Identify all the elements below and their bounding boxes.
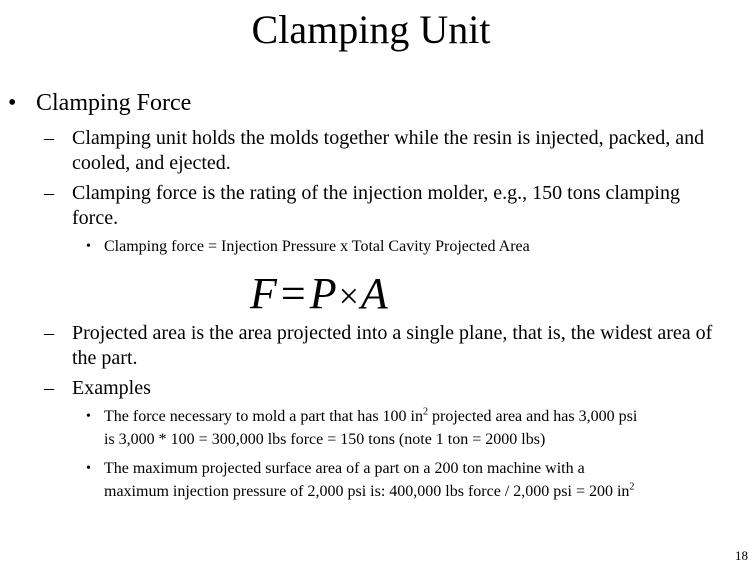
formula-equation: [250, 268, 388, 322]
dash-marker: –: [44, 127, 54, 149]
sub-bullet-text: Examples: [72, 377, 151, 399]
dash-marker: –: [44, 377, 54, 399]
sub-bullet-line: force.: [72, 207, 119, 229]
formula-area: A: [360, 269, 388, 318]
sub-bullet-line: the part.: [72, 347, 138, 369]
example-line: maximum injection pressure of 2,000 psi is: 400,000 lbs force / 2,000 psi = 200 in: [104, 483, 630, 500]
formula-times: ×: [338, 276, 359, 316]
dash-marker: –: [44, 322, 54, 344]
point-text: Clamping force = Injection Pressure x Total Cavity Projected Area: [104, 238, 530, 255]
bullet-marker: •: [8, 90, 17, 116]
sub-bullet-line: cooled, and ejected.: [72, 152, 231, 174]
sub-bullet-line: Clamping force is the rating of the injection molder, e.g., 150 tons clamping: [72, 182, 680, 204]
superscript: 2: [629, 481, 635, 493]
page-number: 18: [735, 548, 748, 563]
formula-force: F: [250, 269, 277, 318]
sub-bullet-line: Clamping unit holds the molds together while the resin is injected, packed, and: [72, 127, 705, 149]
example-line: projected area and has 3,000 psi: [428, 408, 638, 425]
superscript: 2: [423, 406, 428, 418]
bullet-marker: •: [86, 461, 91, 476]
slide-title: Clamping Unit: [251, 7, 491, 52]
example-line: The maximum projected surface area of a part on a 200 ton machine with a: [104, 460, 585, 477]
dash-marker: –: [44, 182, 54, 204]
bullet-marker: •: [86, 409, 91, 424]
sub-bullet-line: Projected area is the area projected into a single plane, that is, the widest area of: [72, 322, 713, 344]
formula-pressure: P: [309, 269, 337, 318]
example-line: is 3,000 * 100 = 300,000 lbs force = 150 tons (note 1 ton = 2000 lbs): [104, 431, 546, 448]
formula-equals: =: [280, 269, 306, 318]
bullet-text: Clamping Force: [36, 90, 192, 116]
bullet-marker: •: [86, 239, 91, 254]
example-line: The force necessary to mold a part that has 100 in: [104, 408, 423, 425]
